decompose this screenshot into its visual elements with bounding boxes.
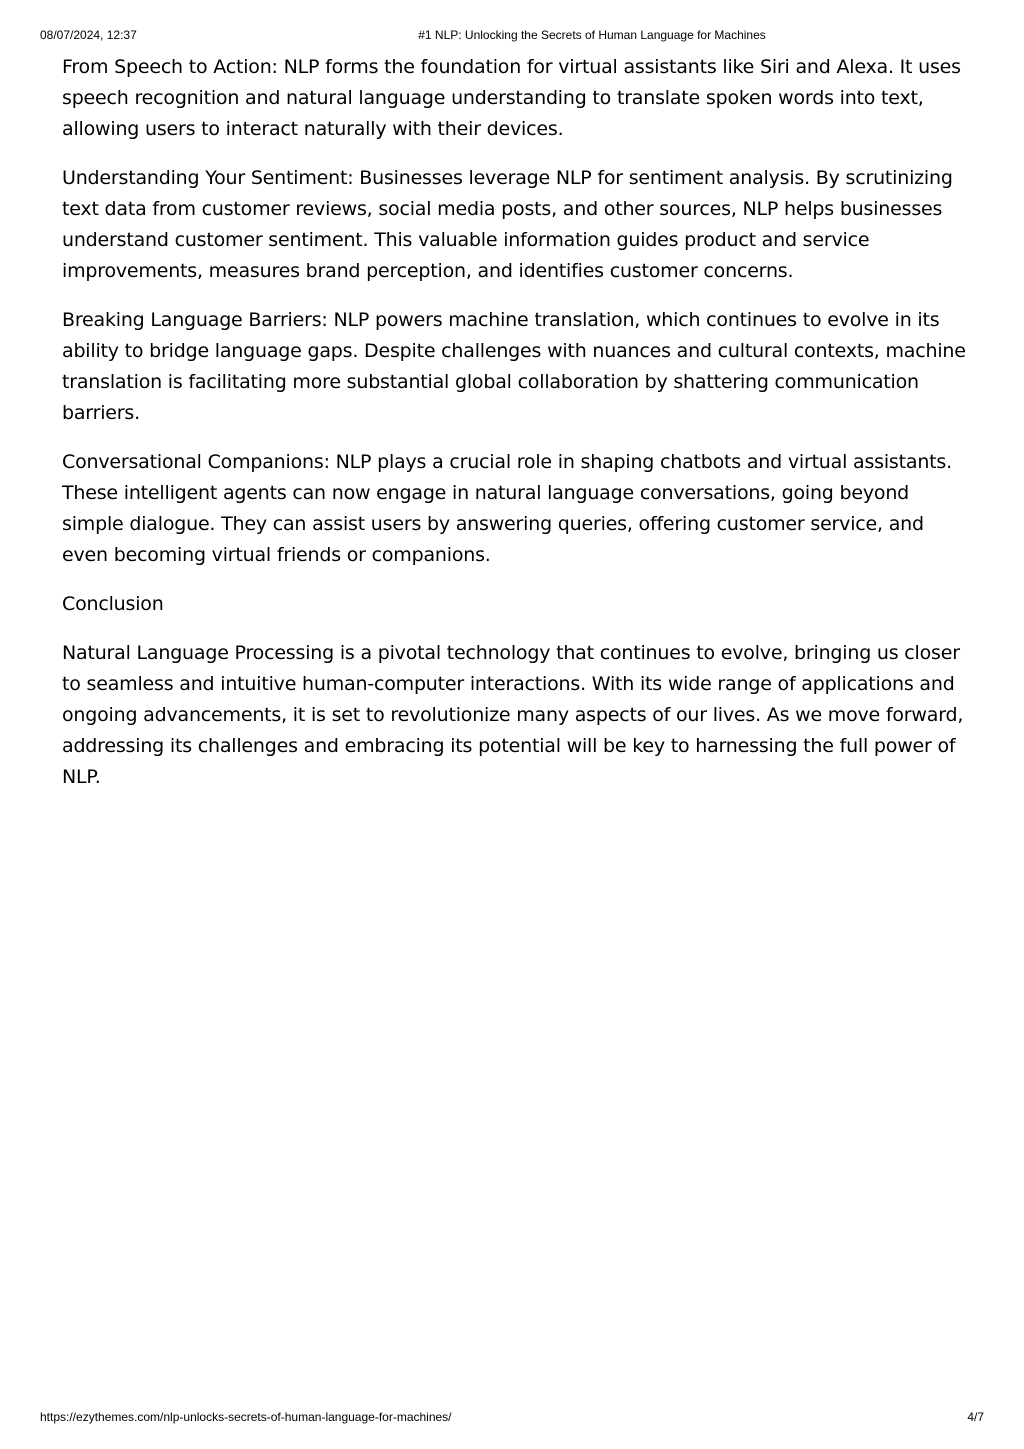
- print-url: https://ezythemes.com/nlp-unlocks-secrets-of-human-language-for-machines/: [40, 1410, 452, 1424]
- paragraph-speech-to-action: From Speech to Action: NLP forms the foundation for virtual assistants like Siri and Alexa. It uses speech recognition and natural language understanding to translate spoken words into text, allowing users to interact naturally with their devices.: [62, 56, 961, 140]
- page-number: 4/7: [967, 1410, 984, 1424]
- paragraph-conversational-companions: Conversational Companions: NLP plays a crucial role in shaping chatbots and virtual assistants. These intelligent agents can now engage in natural language conversations, going beyond simple dialogue. They can assist users by answering queries, offering customer service, and even becoming virtual friends or companions.: [62, 451, 952, 566]
- print-footer: [0, 1409, 1024, 1425]
- conclusion-heading: Conclusion: [62, 593, 164, 615]
- print-page-title: #1 NLP: Unlocking the Secrets of Human Language for Machines: [418, 28, 766, 42]
- article-content: [62, 52, 967, 811]
- print-datetime: 08/07/2024, 12:37: [40, 28, 137, 42]
- print-header: [0, 27, 1024, 43]
- paragraph-sentiment: Understanding Your Sentiment: Businesses leverage NLP for sentiment analysis. By scrutinizing text data from customer reviews, social media posts, and other sources, NLP helps businesses understand customer sentiment. This valuable information guides product and service improvements, measures brand perception, and identifies customer concerns.: [62, 167, 953, 282]
- paragraph-language-barriers: Breaking Language Barriers: NLP powers machine translation, which continues to evolve in its ability to bridge language gaps. Despite challenges with nuances and cultural contexts, machine translation is facilitating more substantial global collaboration by shattering communication barriers.: [62, 309, 966, 424]
- paragraph-conclusion: Natural Language Processing is a pivotal technology that continues to evolve, bringing us closer to seamless and intuitive human-computer interactions. With its wide range of applications and ongoing advancements, it is set to revolutionize many aspects of our lives. As we move forward, addressing its challenges and embracing its potential will be key to harnessing the full power of NLP.: [62, 642, 964, 788]
